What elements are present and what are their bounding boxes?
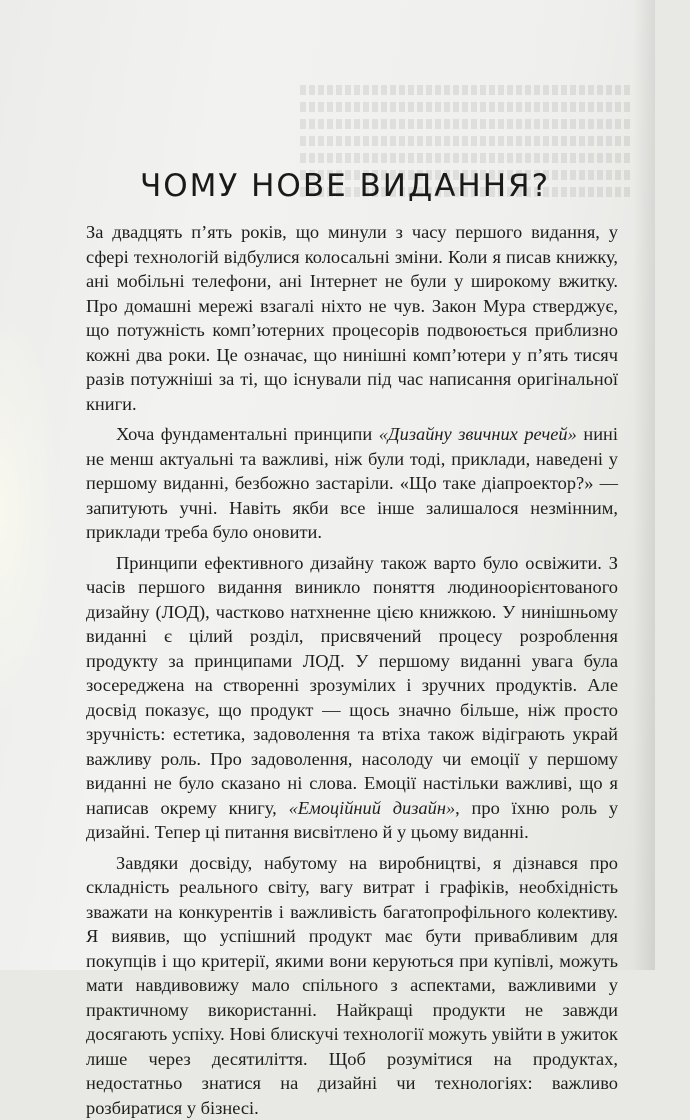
chapter-heading: ЧОМУ НОВЕ ВИДАННЯ? [0, 168, 690, 204]
paragraph-3-part1: Принципи ефективного дизайну також варто було освіжити. З часів першого видання виникло поняття людиноорієнтованого дизайну (ЛОД), частково натхненне цією книжкою. У нинішньому виданні є цілий розділ, присвячений процесу розроблення продукту за принципами ЛОД. У першому виданні увага була зосереджена на створенні зрозумілих і зручних продуктів. Але досвід показує, що продукт — щось значно більше, ніж просто зручність: естетика, задоволення та втіха також відіграють украй важливу роль. Про задоволення, насолоду чи емоції у першому виданні не було сказано ні слова. Емоції настільки важливі, що я написав окрему книгу, [86, 553, 618, 818]
paragraph-1: За двадцять п’ять років, що минули з часу першого видання, у сфері технологій відбулися колосальні зміни. Коли я писав книжку, ані мобільні телефони, ані Інтернет не були у широкому вжитку. Про домашні мережі взагалі ніхто не чув. Закон Мура стверджує, що потужність комп’ютерних процесорів подвоюється приблизно кожні два роки. Це означає, що нинішні комп’ютери у п’ять тисяч разів потужніші за ті, що існували під час написання оригінальної книги. [86, 220, 618, 416]
body-text [86, 220, 618, 1120]
book-title-italic: «Дизайну звичних речей» [379, 424, 577, 444]
page-edge-shadow [633, 0, 655, 970]
book-title-italic: «Емоційний дизайн» [289, 798, 456, 818]
paragraph-2-part2: нині не менш актуальні та важливі, ніж були тоді, приклади, наведені у першому виданні, безбожно застаріли. «Що таке діапроектор?» — запитують учні. Навіть якби все інше залишалося незмінним, приклади треба було оновити. [86, 424, 618, 542]
page-lighting [0, 300, 60, 720]
paragraph-2-part1: Хоча фундаментальні принципи [116, 424, 379, 444]
bleed-through-text [300, 85, 630, 235]
paragraph-3 [86, 551, 618, 845]
paragraph-2 [86, 422, 618, 545]
paragraph-4: Завдяки досвіду, набутому на виробництві, я дізнався про складність реального світу, вагу витрат і графіків, необхідність зважати на конкурентів і важливість багатопрофільного колективу. Я виявив, що успішний продукт має бути привабливим для покупців і що критерії, якими вони керуються при купівлі, можуть мати навдивовижу мало спільного з аспектами, важливими у практичному використанні. Найкращі продукти не завжди досягають успіху. Нові блискучі технології можуть увійти в ужиток лише через десятиліття. Щоб розумітися на продуктах, недостатньо знатися на дизайні чи технологіях: важливо розбиратися у бізнесі. [86, 851, 618, 1120]
paragraph-3-part2: , про їхню роль у дизайні. Тепер ці питання висвітлено й у цьому виданні. [86, 798, 618, 843]
